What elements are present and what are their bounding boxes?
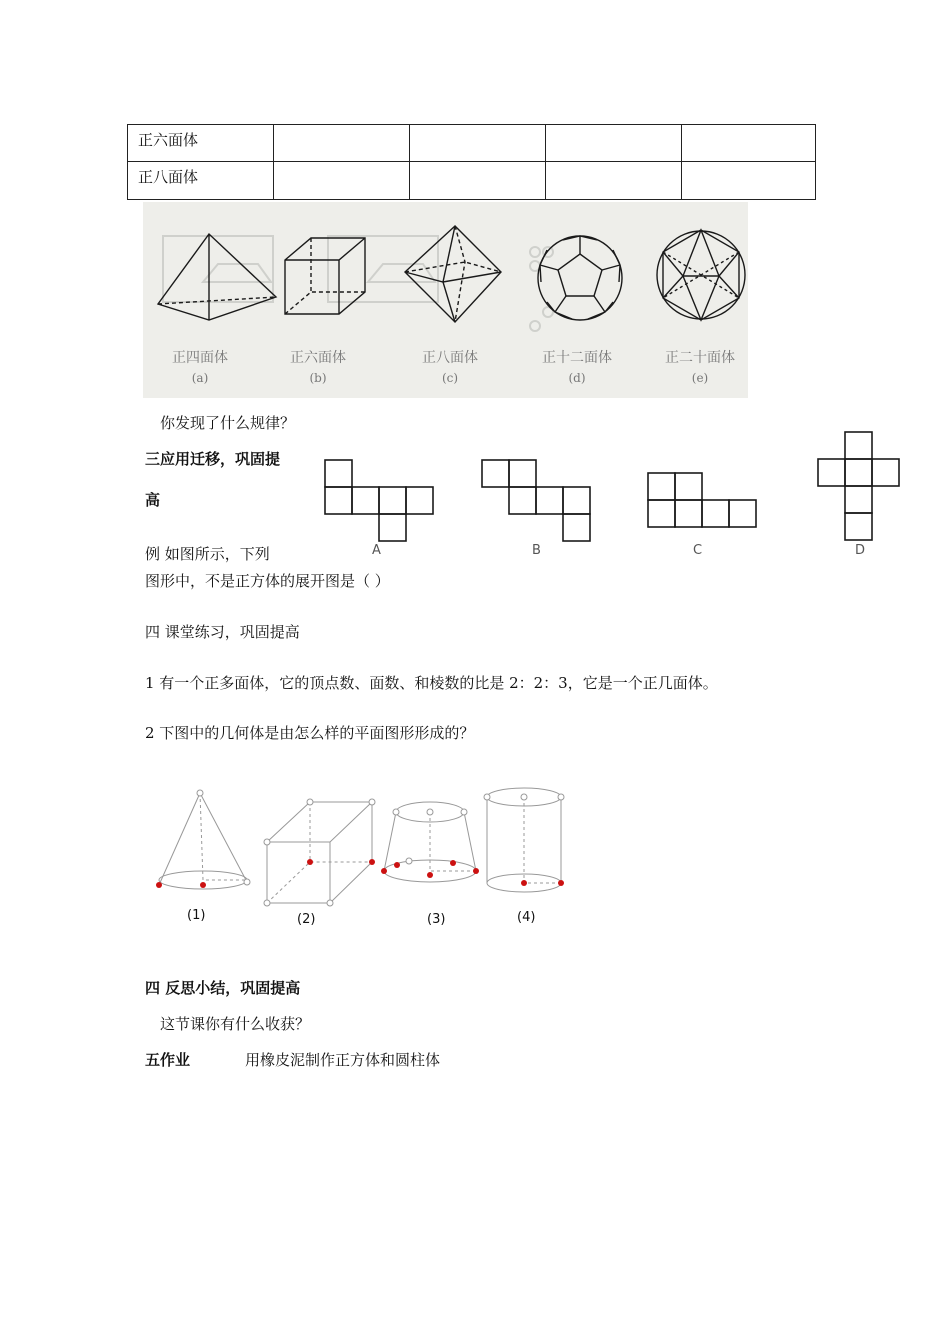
polyhedron-caption-b [283, 347, 353, 385]
cuboid-solid [264, 799, 375, 906]
net-label-a: A [372, 543, 381, 558]
polyhedron-tag: (e) [691, 371, 709, 385]
table-cell [274, 125, 410, 162]
table-cell-name [128, 162, 274, 200]
polyhedron-tag: (b) [309, 371, 327, 385]
polyhedron-name: 正八面体 [422, 350, 478, 366]
frustum-solid [384, 802, 476, 882]
octahedron-shape [405, 226, 501, 322]
section3-title-line1: 三应用迁移，巩固提 [145, 450, 281, 468]
polyhedron-caption-d [535, 347, 619, 385]
table-cell [682, 162, 816, 200]
cone-solid [159, 790, 250, 889]
table-cell [546, 162, 682, 200]
rule-question: 你发现了什么规律？ [160, 414, 296, 432]
cube-nets-figure [320, 430, 900, 560]
solid-label-1: (1) [187, 908, 206, 923]
question-1: 1 有一个正多面体，它的顶点数、面数、和棱数的比是 2：2：3，它是一个正几面体。 [145, 674, 718, 692]
polyhedron-tag: (a) [191, 371, 209, 385]
polyhedron-tag: (c) [441, 371, 459, 385]
solids-figure [150, 785, 580, 915]
table-row-label: 正八面体 [138, 168, 199, 186]
polyhedron-name: 正六面体 [290, 350, 346, 366]
polyhedron-name: 正十二面体 [542, 350, 612, 366]
dodecahedron-shape [538, 236, 622, 320]
net-b [482, 460, 590, 541]
net-c [648, 473, 756, 527]
solid-label-2: (2) [297, 912, 316, 927]
example-line2: 图形中，不是正方体的展开图是（ ） [145, 572, 390, 590]
question-2: 2 下图中的几何体是由怎么样的平面图形形成的？ [145, 724, 475, 742]
table-cell [274, 162, 410, 200]
cube-shape [285, 238, 365, 314]
homework-title: 五作业 [145, 1051, 191, 1069]
homework-text: 用橡皮泥制作正方体和圆柱体 [245, 1051, 441, 1069]
table-row-label: 正六面体 [138, 131, 199, 149]
polyhedron-name: 正四面体 [172, 350, 228, 366]
example-line1: 例 如图所示，下列 [145, 545, 270, 563]
polyhedron-name: 正二十面体 [665, 350, 735, 366]
polyhedra-figure [143, 202, 748, 398]
solid-label-4: (4) [517, 910, 536, 925]
net-a [325, 460, 433, 541]
section3-title-line2: 高 [145, 491, 161, 509]
polyhedra-table [127, 124, 816, 200]
polyhedron-caption-a [165, 347, 235, 385]
net-d [818, 432, 899, 540]
tetrahedron-shape [158, 234, 276, 320]
table-cell [410, 125, 546, 162]
table-cell [682, 125, 816, 162]
solid-label-3: (3) [427, 912, 446, 927]
cylinder-solid [484, 788, 564, 892]
net-label-d: D [855, 543, 866, 558]
net-label-b: B [532, 543, 541, 558]
table-cell [410, 162, 546, 200]
net-label-c: C [693, 543, 703, 558]
polyhedron-caption-c [415, 347, 485, 385]
table-cell [546, 125, 682, 162]
table-cell-name [128, 125, 274, 162]
polyhedron-caption-e [658, 347, 742, 385]
reflect-question: 这节课你有什么收获？ [160, 1015, 311, 1033]
section4-title: 四 课堂练习，巩固提高 [145, 623, 300, 641]
polyhedron-tag: (d) [568, 371, 586, 385]
reflect-title: 四 反思小结，巩固提高 [145, 979, 301, 997]
icosahedron-shape [657, 230, 745, 320]
